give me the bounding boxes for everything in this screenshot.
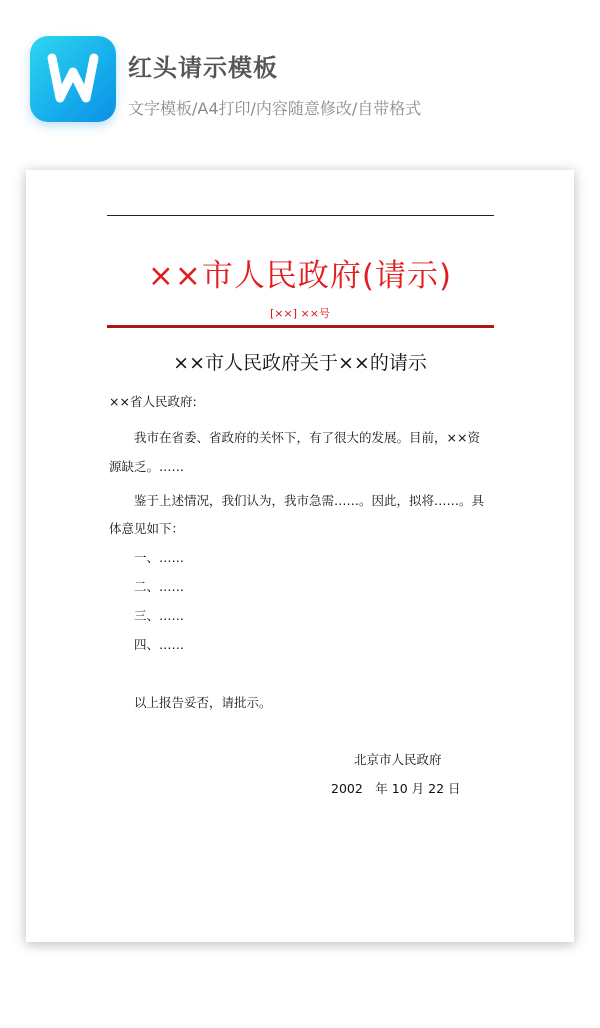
list-item-1: 一、……: [134, 550, 185, 565]
date: 2002 年 10 月 22 日: [331, 781, 461, 796]
list-item-2: 二、……: [134, 579, 185, 594]
closing-line: 以上报告妥否，请批示。: [134, 695, 272, 710]
list-item-3: 三、……: [134, 608, 185, 623]
paragraph-1-line-1: 我市在省委、省政府的关怀下，有了很大的发展。目前，××资: [134, 430, 480, 445]
salutation: ××省人民政府:: [109, 394, 197, 409]
top-divider: [107, 215, 494, 216]
paragraph-2-line-1: 鉴于上述情况，我们认为，我市急需……。因此，拟将……。具: [134, 493, 485, 508]
w-logo-icon: [30, 36, 116, 122]
red-divider: [107, 325, 494, 328]
template-subtitle: 文字模板/A4打印/内容随意修改/自带格式: [128, 99, 422, 118]
request-title: ××市人民政府关于××的请示: [173, 352, 427, 374]
document-page: [26, 170, 574, 942]
paragraph-2-line-2: 体意见如下：: [109, 521, 185, 536]
template-title: 红头请示模板: [128, 54, 278, 82]
document-red-title: ××市人民政府(请示): [147, 258, 453, 294]
list-item-4: 四、……: [134, 637, 185, 652]
signature: 北京市人民政府: [354, 752, 442, 767]
template-header: [0, 0, 600, 140]
document-number: [××] ××号: [270, 307, 330, 320]
paragraph-1-line-2: 源缺乏。……: [109, 459, 185, 474]
